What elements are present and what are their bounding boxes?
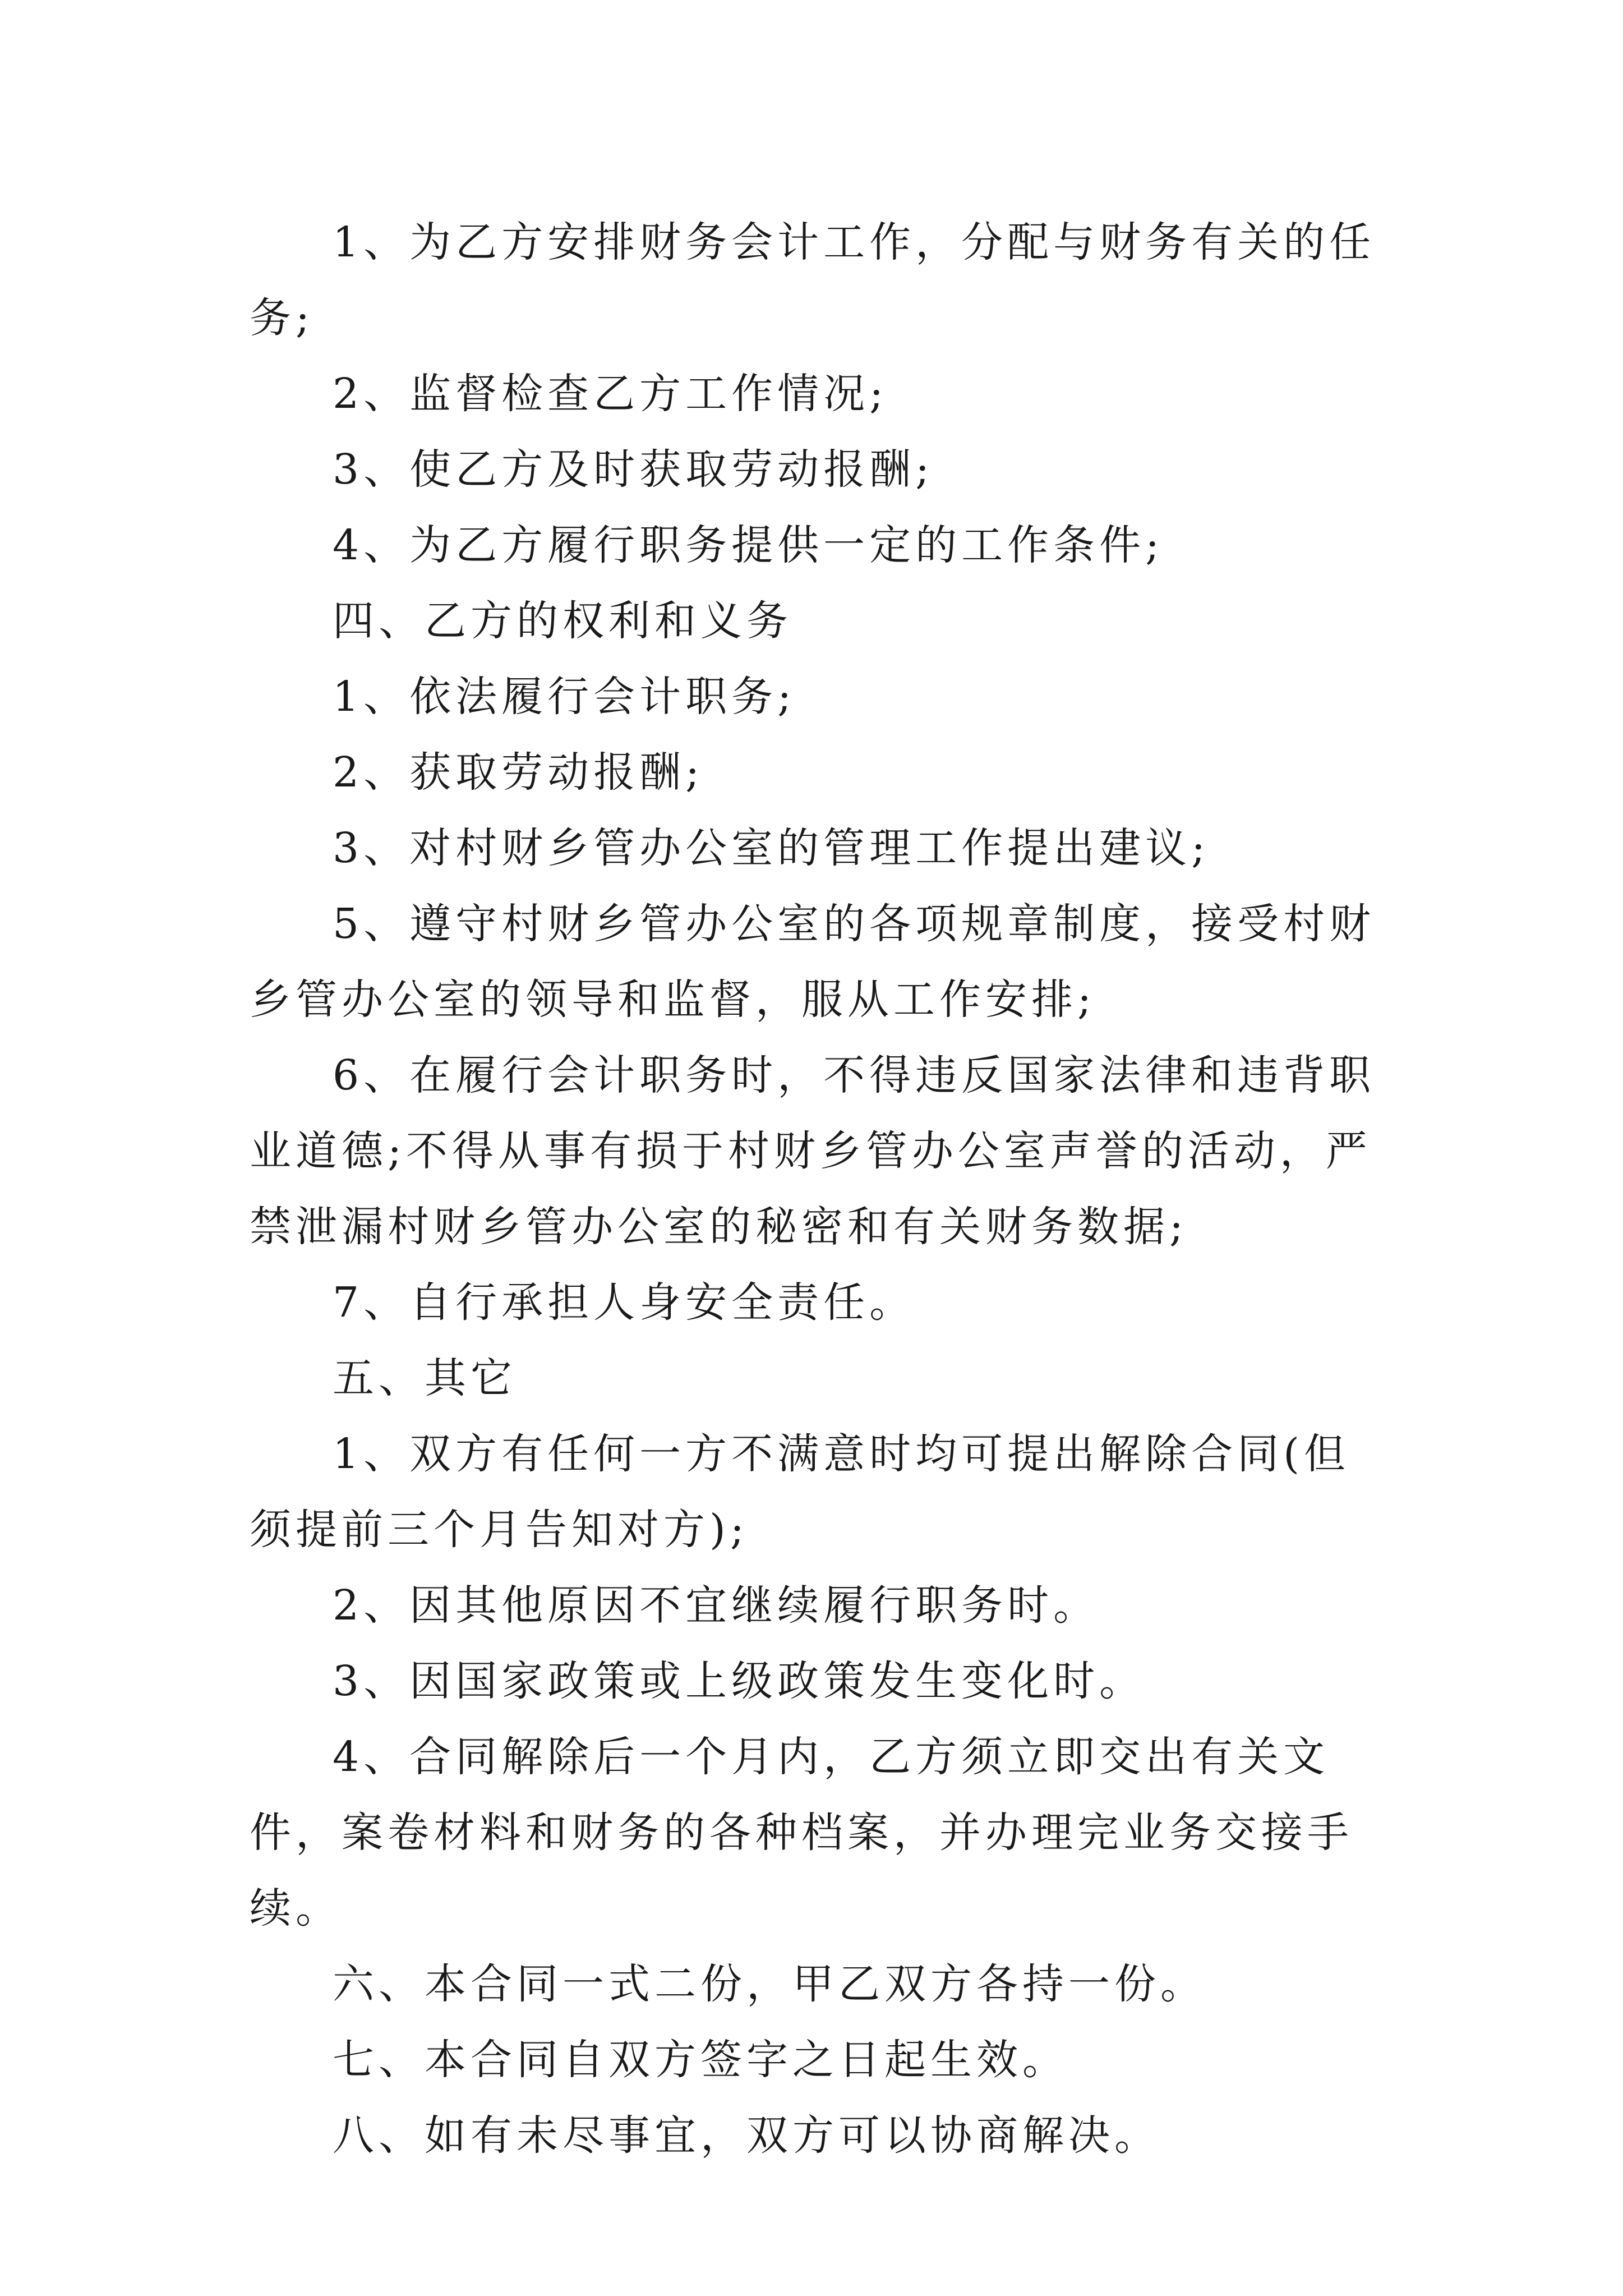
paragraph-9: 5、遵守村财乡管办公室的各项规章制度，接受村财乡管办公室的领导和监督，服从工作安排; xyxy=(250,900,1376,1024)
paragraph-10: 6、在履行会计职务时，不得违反国家法律和违背职业道德;不得从事有损于村财乡管办公室声誉的活动，严禁泄漏村财乡管办公室的秘密和有关财务数据; xyxy=(250,1051,1376,1251)
document-body xyxy=(250,205,1388,2174)
paragraph-2: 2、监督检查乙方工作情况; xyxy=(333,370,888,418)
paragraph-11: 7、自行承担人身安全责任。 xyxy=(333,1278,916,1327)
paragraph-3: 3、使乙方及时获取劳动报酬; xyxy=(333,445,934,494)
paragraph-7: 2、获取劳动报酬; xyxy=(333,748,704,797)
section-heading-8: 八、如有未尽事宜，双方可以协商解决。 xyxy=(333,2111,1160,2160)
paragraph-15: 3、因国家政策或上级政策发生变化时。 xyxy=(333,1657,1146,1705)
paragraph-4: 4、为乙方履行职务提供一定的工作条件; xyxy=(333,521,1164,569)
paragraph-6: 1、依法履行会计职务; xyxy=(333,673,796,721)
paragraph-13: 1、双方有任何一方不满意时均可提出解除合同(但须提前三个月告知对方); xyxy=(250,1430,1350,1554)
section-heading-5: 五、其它 xyxy=(333,1354,517,1402)
paragraph-8: 3、对村财乡管办公室的管理工作提出建议; xyxy=(333,824,1210,872)
section-heading-7: 七、本合同自双方签字之日起生效。 xyxy=(333,2036,1068,2084)
section-heading-4: 四、乙方的权利和义务 xyxy=(333,597,792,645)
paragraph-14: 2、因其他原因不宜继续履行职务时。 xyxy=(333,1581,1100,1630)
paragraph-16: 4、合同解除后一个月内，乙方须立即交出有关文件，案卷材料和财务的各种档案，并办理完业务交接手续。 xyxy=(250,1733,1353,1932)
paragraph-1: 1、为乙方安排财务会计工作，分配与财务有关的任务; xyxy=(250,218,1376,342)
section-heading-6: 六、本合同一式二份，甲乙双方各持一份。 xyxy=(333,1960,1206,2008)
